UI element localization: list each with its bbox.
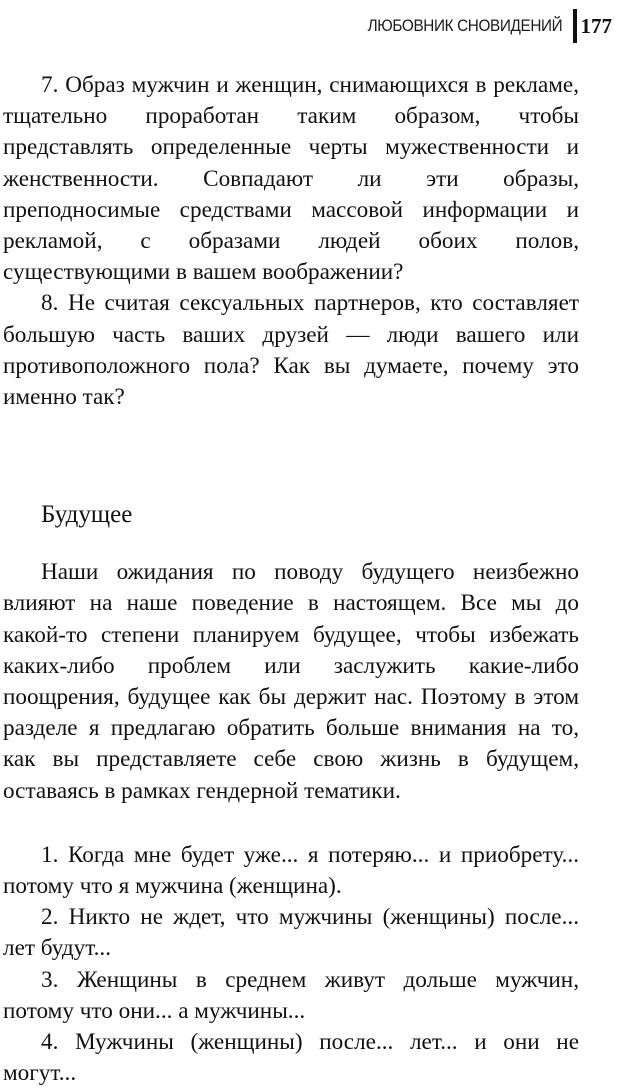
page-header bbox=[346, 9, 612, 43]
page-body bbox=[3, 70, 579, 1089]
section-heading: Будущее bbox=[41, 501, 133, 529]
list-item: 4. Мужчины (женщины) после... лет... и они не могут... bbox=[3, 1029, 579, 1087]
list-item: 1. Когда мне будет уже... я потеряю... и приобрету... потому что я мужчина (женщина). bbox=[3, 841, 579, 900]
page-number: 177 bbox=[580, 13, 612, 38]
running-title: ЛЮБОВНИК СНОВИДЕНИЙ bbox=[367, 16, 563, 35]
question-8: 8. Не считая сексуальных партнеров, кто составляет большую часть ваших друзей — люди вашего или противоположного пола? Как вы думаете, почему это именно так? bbox=[3, 290, 579, 411]
question-7: 7. Образ мужчин и женщин, снимающихся в рекламе, тщательно проработан таким образом, чтобы представлять определенные черты мужественности и женственности. Совпадают ли эти образы, преподносимые средствами массовой информации и рекламой, с образами людей обоих полов, существующими в вашем воображении? bbox=[3, 72, 579, 286]
intro-paragraph: Наши ожидания по поводу будущего неизбежно влияют на наше поведение в настоящем. Все мы до какой-то степени планируем будущее, чтобы избежать каких-либо проблем или заслужить какие-либо поощрения, будущее как бы держит нас. Поэтому в этом разделе я предлагаю обратить больше внимания на то, как вы представляете себе свою жизнь в будущем, оставаясь в рамках гендерной тематики. bbox=[3, 559, 579, 804]
list-item: 2. Никто не ждет, что мужчины (женщины) после... лет будут... bbox=[3, 904, 579, 962]
spacer bbox=[3, 807, 579, 840]
spacer bbox=[3, 413, 579, 499]
header-divider bbox=[573, 9, 577, 43]
list-item: 3. Женщины в среднем живут дольше мужчин, потому что они... а мужчины... bbox=[3, 966, 579, 1024]
